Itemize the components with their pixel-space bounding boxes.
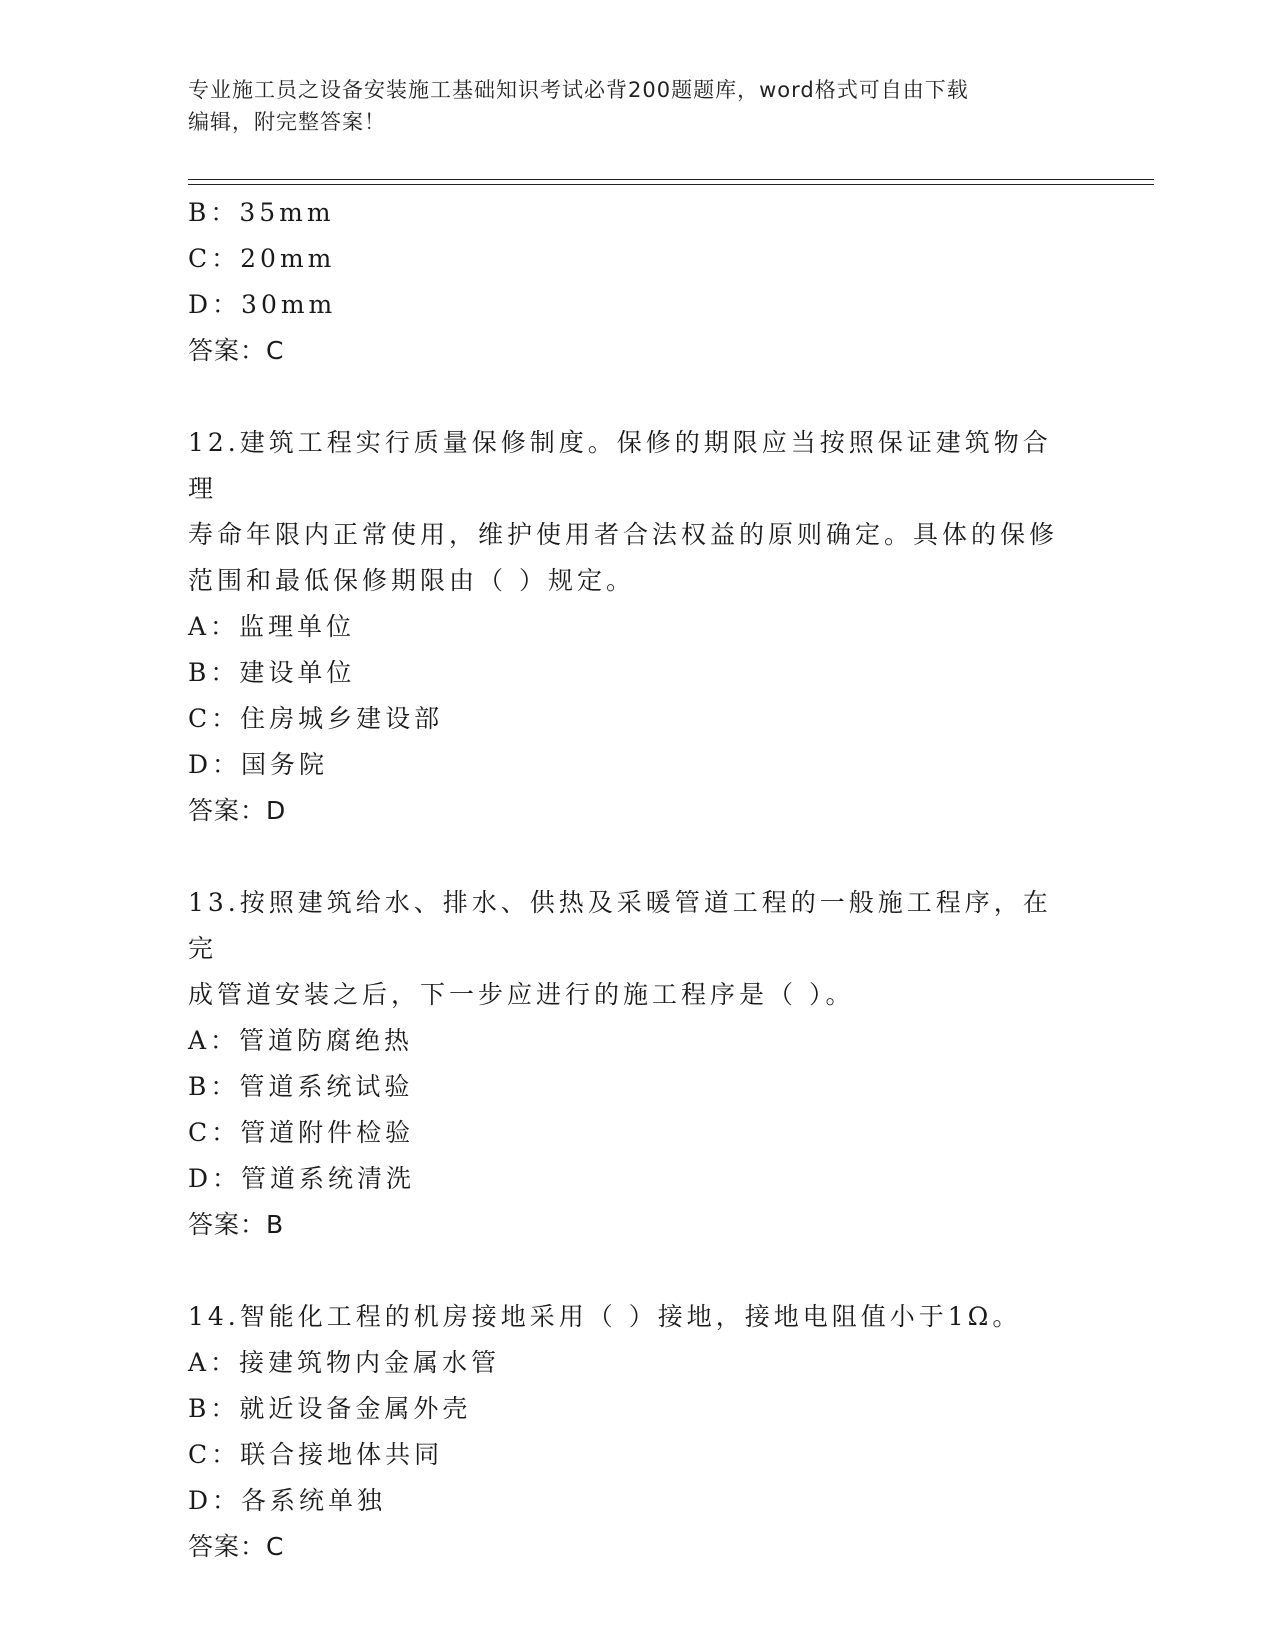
option-c: C：管道附件检验 <box>188 1118 415 1147</box>
question-stem <box>188 420 1078 604</box>
header-line-1: 专业施工员之设备安装施工基础知识考试必背200题题库，word格式可自由下载 <box>188 78 969 102</box>
option-a: A：监理单位 <box>188 612 356 641</box>
option-d: D：国务院 <box>188 750 329 779</box>
header-rule-top <box>188 179 1154 180</box>
option-b: B：35mm <box>188 198 335 227</box>
option-d: D：各系统单独 <box>188 1486 387 1515</box>
option-c: C：住房城乡建设部 <box>188 704 444 733</box>
partial-question-11 <box>188 190 1088 374</box>
question-stem <box>188 880 1078 1018</box>
answer-line: 答案：C <box>188 1532 285 1561</box>
document-body <box>188 190 1088 1570</box>
stem-line: 范围和最低保修期限由（ ）规定。 <box>188 566 635 595</box>
answer-line: 答案：D <box>188 796 287 825</box>
stem-line: 成管道安装之后，下一步应进行的施工程序是（ ）。 <box>188 980 855 1009</box>
document-header <box>188 74 1078 138</box>
stem-line: 12.建筑工程实行质量保修制度。保修的期限应当按照保证建筑物合理 <box>188 428 1052 503</box>
stem-line: 寿命年限内正常使用，维护使用者合法权益的原则确定。具体的保修 <box>188 520 1059 549</box>
option-a: A：接建筑物内金属水管 <box>188 1348 501 1377</box>
option-a: A：管道防腐绝热 <box>188 1026 414 1055</box>
option-b: B：管道系统试验 <box>188 1072 414 1101</box>
question-stem <box>188 1294 1078 1340</box>
header-rule-bottom <box>188 184 1154 185</box>
option-d: D：30mm <box>188 290 337 319</box>
stem-line: 14.智能化工程的机房接地采用（ ）接地，接地电阻值小于1Ω。 <box>188 1302 1022 1331</box>
option-c: C：联合接地体共同 <box>188 1440 444 1469</box>
option-c: C：20mm <box>188 244 336 273</box>
stem-line: 13.按照建筑给水、排水、供热及采暖管道工程的一般施工程序，在完 <box>188 888 1052 963</box>
answer-line: 答案：B <box>188 1210 285 1239</box>
question-14 <box>188 1294 1088 1570</box>
option-b: B：就近设备金属外壳 <box>188 1394 472 1423</box>
option-d: D：管道系统清洗 <box>188 1164 416 1193</box>
option-b: B：建设单位 <box>188 658 356 687</box>
question-13 <box>188 880 1088 1248</box>
question-12 <box>188 420 1088 834</box>
header-line-2: 编辑，附完整答案！ <box>188 110 386 134</box>
answer-line: 答案：C <box>188 336 285 365</box>
